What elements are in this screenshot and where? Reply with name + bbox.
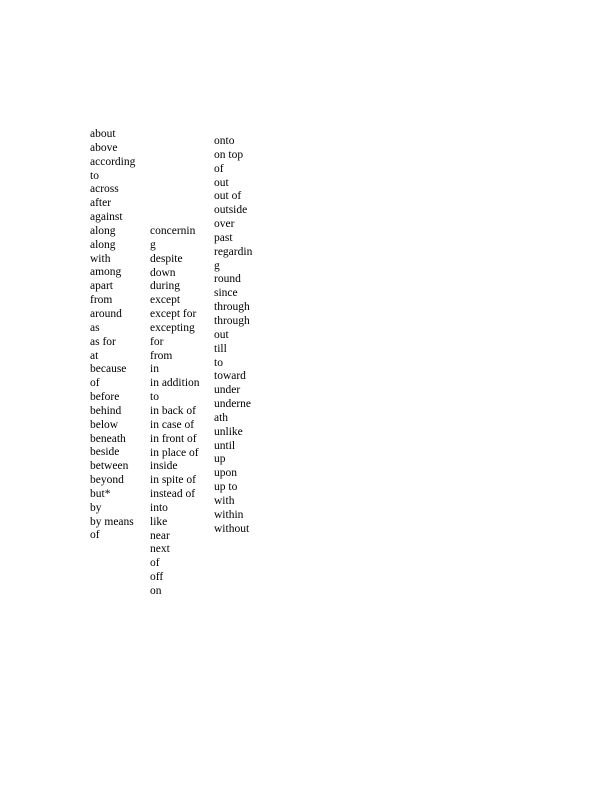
word-item: among — [90, 266, 122, 279]
word-item: g — [150, 238, 156, 251]
word-item: out of — [214, 190, 242, 203]
word-item: unlike — [214, 425, 243, 438]
word-column-3 — [214, 135, 252, 536]
word-item: out — [214, 328, 229, 341]
word-item: into — [150, 501, 168, 514]
word-item: by — [90, 501, 102, 514]
word-item: to — [214, 356, 223, 369]
word-item: like — [150, 515, 168, 528]
word-item: on — [150, 584, 162, 597]
word-item: until — [214, 439, 236, 452]
word-item: in case of — [150, 418, 195, 431]
word-item: to — [150, 391, 159, 404]
word-item: round — [214, 273, 241, 286]
word-item: against — [90, 211, 123, 224]
word-item: because — [90, 363, 127, 376]
word-item: without — [214, 522, 250, 535]
word-item: inside — [150, 460, 178, 473]
word-item: but* — [90, 487, 111, 500]
word-item: excepting — [150, 321, 195, 334]
word-item: in addition — [150, 377, 200, 390]
word-item: through — [214, 301, 250, 314]
word-item: beneath — [90, 432, 126, 445]
word-item: below — [90, 418, 119, 431]
word-item: up to — [214, 481, 238, 494]
word-item: within — [214, 508, 244, 521]
word-item: on top — [214, 148, 244, 161]
word-item: of — [90, 377, 100, 390]
word-item: by means — [90, 515, 134, 528]
word-item: apart — [90, 280, 113, 293]
word-item: before — [90, 391, 120, 404]
word-item: from — [150, 349, 173, 362]
word-item: till — [214, 342, 227, 355]
word-column-1 — [90, 128, 135, 543]
word-item: under — [214, 384, 241, 397]
word-item: across — [90, 183, 119, 196]
word-column-2 — [150, 225, 200, 599]
word-item: about — [90, 128, 116, 140]
word-item: according — [90, 155, 136, 168]
word-item: up — [214, 453, 226, 466]
word-item: at — [90, 349, 99, 362]
word-item: ath — [214, 411, 229, 424]
word-item: g — [214, 259, 220, 272]
word-item: toward — [214, 370, 246, 383]
word-item: concernin — [150, 225, 196, 237]
word-item: between — [90, 460, 129, 473]
word-item: outside — [214, 204, 248, 217]
word-item: in spite of — [150, 474, 196, 487]
word-item: along — [90, 238, 116, 251]
word-item: along — [90, 224, 116, 237]
word-item: off — [150, 571, 164, 584]
word-item: with — [214, 494, 235, 507]
word-item: beyond — [90, 474, 124, 487]
word-item: upon — [214, 467, 237, 480]
word-item: to — [90, 169, 99, 182]
word-item: onto — [214, 135, 235, 147]
word-item: during — [150, 280, 181, 293]
word-item: down — [150, 266, 176, 279]
word-item: despite — [150, 252, 183, 265]
word-item: with — [90, 252, 111, 265]
word-item: of — [150, 557, 160, 570]
word-item: out — [214, 176, 229, 189]
word-item: above — [90, 141, 118, 154]
word-item: since — [214, 287, 238, 300]
word-item: near — [150, 529, 170, 542]
word-item: in back of — [150, 404, 196, 417]
word-item: as — [90, 321, 100, 334]
word-item: over — [214, 218, 235, 231]
word-item: in — [150, 363, 159, 376]
word-item: in front of — [150, 432, 197, 445]
word-item: through — [214, 314, 250, 327]
word-item: from — [90, 294, 113, 307]
word-item: in place of — [150, 446, 199, 459]
word-item: after — [90, 197, 112, 210]
word-item: around — [90, 307, 122, 320]
word-item: regardin — [214, 245, 253, 258]
word-item: except for — [150, 308, 197, 321]
word-item: behind — [90, 404, 122, 417]
word-item: as for — [90, 335, 116, 348]
word-item: instead of — [150, 488, 196, 501]
word-item: underne — [214, 398, 252, 411]
word-item: of — [90, 529, 100, 542]
word-item: except — [150, 294, 181, 307]
word-item: for — [150, 335, 164, 348]
word-item: beside — [90, 446, 120, 459]
word-item: past — [214, 231, 233, 244]
word-item: of — [214, 162, 224, 175]
word-item: next — [150, 543, 170, 556]
